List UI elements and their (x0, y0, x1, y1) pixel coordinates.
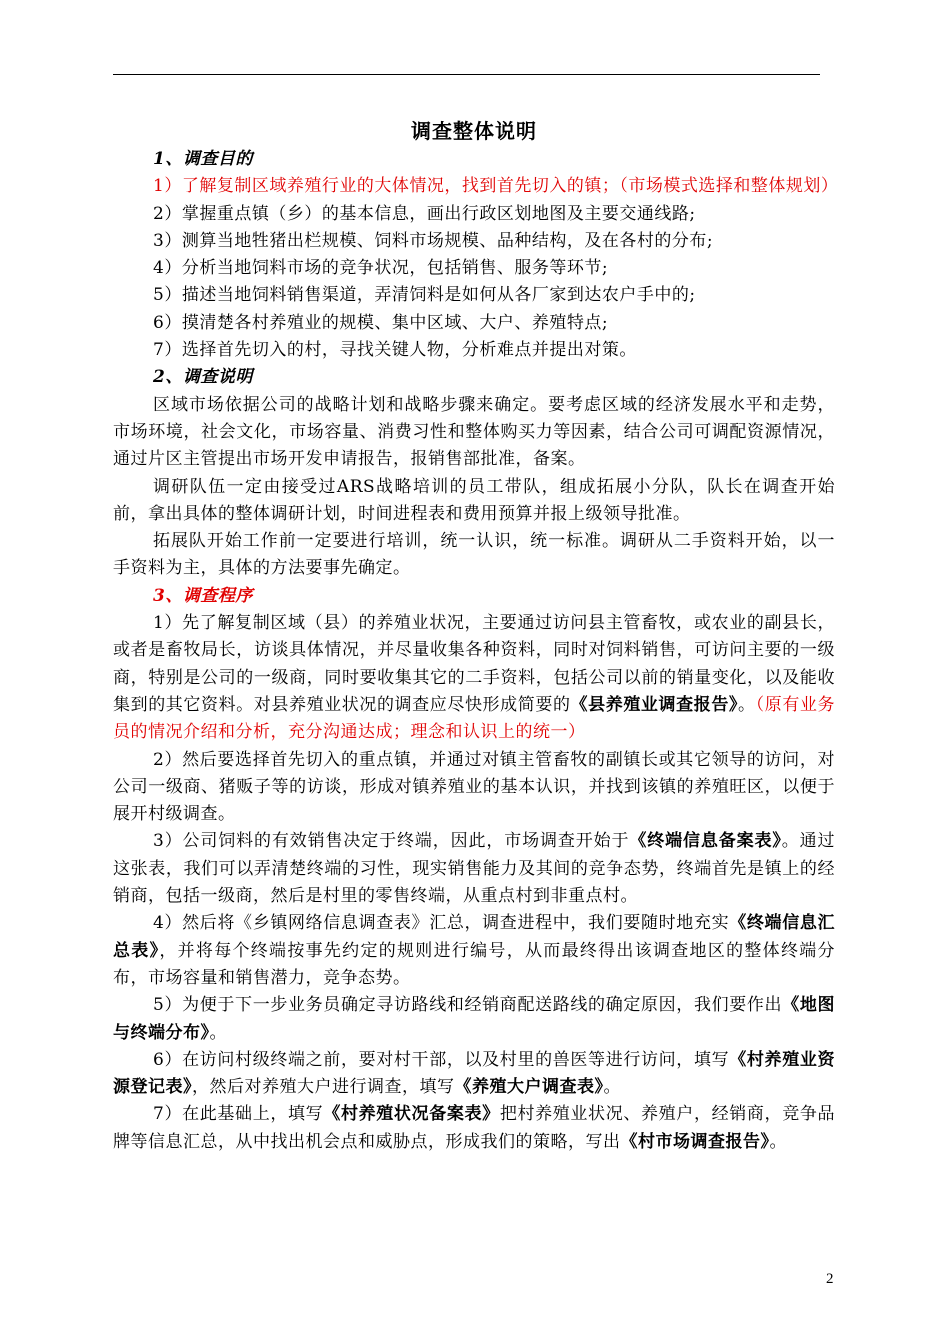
purpose-item-3: 3）测算当地牲猪出栏规模、饲料市场规模、品种结构，及在各村的分布; (153, 230, 714, 251)
procedure-7-c: 。 (769, 1131, 787, 1152)
purpose-item-4: 4）分析当地饲料市场的竞争状况，包括销售、服务等环节; (153, 258, 609, 279)
procedure-7-b: 把村养殖业状况、养殖户，经销商，竞争品牌等信息汇总，从中找出机会点和威胁点，形成我们的策略，写出 (113, 1104, 835, 1152)
purpose-item-2: 2）掌握重点镇（乡）的基本信息，画出行政区划地图及主要交通线路; (153, 203, 696, 224)
procedure-paragraph-7 (113, 1101, 835, 1156)
village-status-table-title: 《村养殖状况备案表》 (323, 1104, 500, 1125)
map-distribution-title: 《地图与终端分布》 (113, 995, 835, 1043)
county-report-title: 《县养殖业调查报告》 (570, 694, 739, 715)
procedure-4-b: ，并将每个终端按事先约定的规则进行编号，从而最终得出该调查地区的整体终端分布，市场容量和销售潜力，竞争态势。 (113, 940, 836, 988)
large-farmer-table-title: 《养殖大户调查表》 (454, 1077, 604, 1098)
village-resource-table-title: 《村养殖业资源登记表》 (113, 1049, 835, 1098)
notes-paragraph-1: 区域市场依据公司的战略计划和战略步骤来确定。要考虑区域的经济发展水平和走势，市场环境，社会文化，市场容量、消费习性和整体购买力等因素，结合公司可调配资源情况，通过片区主管提出市场开发申请报告，报销售部批准，备案。 (113, 394, 835, 470)
procedure-4-a: 4）然后将《乡镇网络信息调查表》汇总，调查进程中，我们要随时地充实 (153, 913, 730, 934)
section-heading-notes: 2、调查说明 (153, 367, 253, 388)
procedure-paragraph-4 (113, 910, 835, 992)
procedure-paragraph-5 (113, 992, 835, 1047)
procedure-6-a: 6）在访问村级终端之前，要对村干部，以及村里的兽医等进行访问，填写 (153, 1049, 730, 1070)
procedure-1-end: 。 (738, 694, 756, 715)
purpose-item-1: 1）了解复制区域养殖行业的大体情况，找到首先切入的镇；（市场模式选择和整体规划） (153, 176, 839, 197)
procedure-6-c: 。 (603, 1077, 621, 1098)
procedure-1-red-note: （原有业务员的情况介绍和分析，充分沟通达成；理念和认识上的统一） (113, 694, 836, 743)
terminal-record-table-title: 《终端信息备案表》 (629, 831, 782, 852)
header-rule (113, 74, 820, 75)
procedure-6-b: ，然后对养殖大户进行调查，填写 (192, 1077, 455, 1098)
page-title: 调查整体说明 (411, 119, 537, 143)
notes-paragraph-3: 拓展队开始工作前一定要进行培训，统一认识，统一标准。调研从二手资料开始，以一手资料为主，具体的方法要事先确定。 (113, 531, 835, 579)
procedure-paragraph-6 (113, 1047, 835, 1102)
section-heading-purpose: 1、调查目的 (153, 149, 253, 169)
notes-paragraph-2: 调研队伍一定由接受过ARS战略培训的员工带队，组成拓展小分队，队长在调查开始前，拿出具体的整体调研计划，时间进程表和费用预算并报上级领导批准。 (113, 476, 835, 524)
procedure-paragraph-3 (113, 828, 835, 910)
document-body (113, 118, 839, 1156)
procedure-paragraph-1 (113, 610, 835, 746)
section-heading-procedure: 3、调查程序 (153, 585, 253, 606)
procedure-5-a: 5）为便于下一步业务员确定寻访路线和经销商配送路线的确定原因，我们要作出 (153, 995, 783, 1016)
terminal-summary-table-title: 《终端信息汇总表》 (113, 913, 835, 961)
procedure-paragraph-2: 2）然后要选择首先切入的重点镇，并通过对镇主管畜牧的副镇长或其它领导的访问，对公司一级商、猪贩子等的访谈，形成对镇养殖业的基本认识，并找到该镇的养殖旺区，以便于展开村级调查。 (113, 749, 835, 825)
page-number: 2 (826, 1271, 834, 1287)
procedure-3-b: 。通过这张表，我们可以弄清楚终端的习性，现实销售能力及其间的竞争态势，终端首先是镇上的经销商，包括一级商，然后是村里的零售终端，从重点村到非重点村。 (113, 831, 835, 907)
village-market-report-title: 《村市场调查报告》 (620, 1131, 770, 1152)
purpose-item-6: 6）摸清楚各村养殖业的规模、集中区域、大户、养殖特点; (153, 312, 609, 333)
procedure-1-text: 1）先了解复制区域（县）的养殖业状况，主要通过访问县主管畜牧，或农业的副县长，或者是畜牧局长，访谈具体情况，并尽量收集各种资料，同时对饲料销售，可访问主要的一级商，特别是公司的一级商，同时要收集其它的二手资料，包括公司以前的销量变化，以及能收集到的其它资料。对县养殖业状况的调查应尽快形成简要的 (113, 613, 835, 715)
procedure-3-a: 3）公司饲料的有效销售决定于终端，因此，市场调查开始于 (153, 831, 630, 852)
procedure-5-b: 。 (209, 1022, 227, 1043)
procedure-7-a: 7）在此基础上，填写 (153, 1104, 324, 1125)
purpose-item-7: 7）选择首先切入的村，寻找关键人物，分析难点并提出对策。 (153, 340, 637, 361)
purpose-item-5: 5）描述当地饲料销售渠道，弄清饲料是如何从各厂家到达农户手中的; (153, 285, 696, 306)
